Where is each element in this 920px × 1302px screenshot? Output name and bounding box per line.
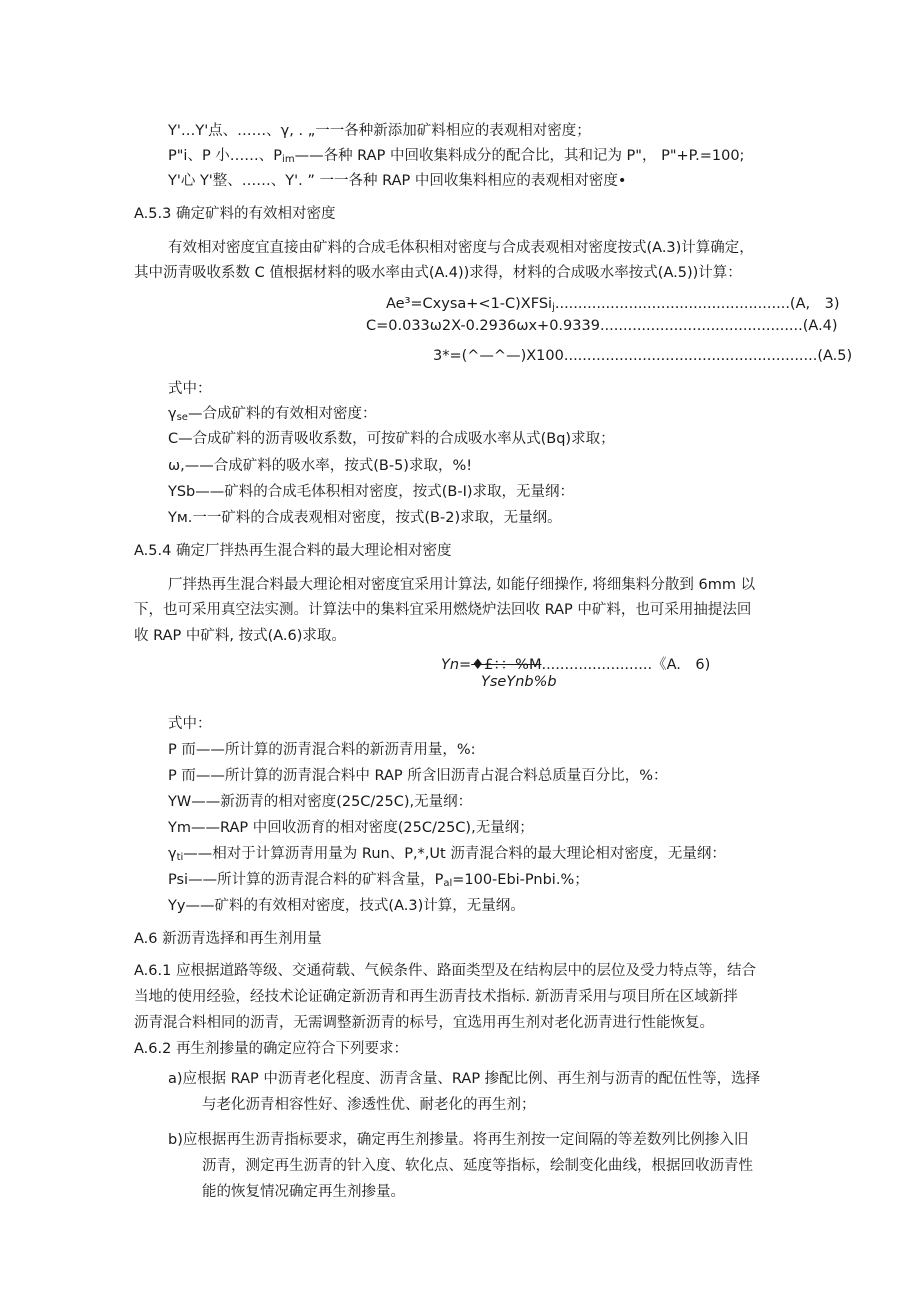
equation-a3-body: Ae³=Cxysa+<1-C)XFSi [386, 296, 553, 312]
paragraph-a54-line-1: 厂拌热再生混合料最大理论相对密度宜采用计算法, 如能仔细操作, 将细集料分散到 6mm 以 [168, 577, 756, 593]
var-def-gamma-ti [168, 844, 726, 864]
var-def-omega: ω,——合成矿料的吸水率，按式(B-5)求取，%! [168, 458, 473, 474]
symbol-def-line-3: Y'心 Y'整、……、Y'. ” 一一各种 RAP 中回收集料相应的表观相对密度• [168, 173, 627, 189]
equation-a5 [433, 346, 852, 366]
var-def-psi [168, 870, 589, 890]
var-def-p-old: P 而——所计算的沥青混合料中 RAP 所含旧沥青占混合料总质量百分比，%： [168, 768, 668, 784]
var-gamma-ti-b: ——相对于计算沥青用量为 Run、P,*,Ut 沥青混合料的最大理论相对密度，无量纲： [183, 846, 726, 862]
clause-a61-line-3: 沥青混合料相同的沥青，无需调整新沥青的标号，宜选用再生剂对老化沥青进行性能恢复。 [134, 1015, 714, 1031]
list-item-b-line-2: 沥青，测定再生沥青的针入度、软化点、延度等指标，绘制变化曲线，根据回收沥青性 [202, 1158, 753, 1174]
var-gamma-ti-sub: ti [176, 852, 184, 863]
equation-a6-lhs: Yn= [441, 657, 472, 673]
equation-a3-dots: ...................................................(A, 3) [554, 296, 840, 312]
var-def-yw: YW——新沥青的相对密度(25C/25C),无量纲： [168, 794, 473, 810]
equation-a6-dots: ........................《A. 6) [541, 657, 711, 673]
where-label-1: 式中： [168, 381, 212, 397]
paragraph-a54-line-2: 下，也可采用真空法实测。计算法中的集料宜采用燃烧炉法回收 RAP 中矿料，也可采用抽提法回 [134, 602, 752, 618]
var-def-ym: Yм.一一矿料的合成表观相对密度，按式(B-2)求取，无量纲。 [168, 510, 562, 526]
var-gamma-se-a: γ [168, 406, 177, 422]
var-gamma-se-b: —合成矿料的有效相对密度： [187, 406, 377, 422]
paragraph-a53-line-1: 有效相对密度宜直接由矿料的合成毛体积相对密度与合成表观相对密度按式(A.3)计算确定， [168, 240, 754, 256]
clause-a61-line-2: 当地的使用经验，经技术论证确定新沥青和再生沥青技术指标. 新沥青采用与项目所在区域新拌 [134, 989, 738, 1005]
var-gamma-ti-a: γ [168, 846, 177, 862]
clause-a61-line-1: A.6.1 应根据道路等级、交通荷载、气候条件、路面类型及在结构层中的层位及受力特点等，结合 [134, 963, 756, 979]
section-heading-a54: A.5.4 确定厂拌热再生混合料的最大理论相对密度 [134, 543, 452, 559]
equation-a4 [366, 316, 838, 336]
symbol-def-2-b: ——各种 RAP 中回收集料成分的配合比，其和记为 P"， P"+P.=100; [294, 148, 745, 164]
var-def-ysb: YSb——矿料的合成毛体积相对密度，按式(B-I)求取，无量纲： [168, 484, 575, 500]
symbol-def-2-a: P"i、P 小……、P [168, 148, 283, 164]
var-def-yy: Yy——矿料的有效相对密度，技式(A.3)计算，无量纲。 [168, 898, 525, 914]
var-def-c: C—合成矿料的沥青吸收系数，可按矿料的合成吸水率从式(Bq)求取； [168, 431, 615, 447]
where-label-2: 式中： [168, 716, 212, 732]
paragraph-a54-line-3: 收 RAP 中矿料, 按式(A.6)求取。 [134, 628, 346, 644]
symbol-def-line-1: Y'…Y'点、……、γ, . „一一各种新添加矿料相应的表观相对密度； [168, 123, 591, 139]
symbol-def-line-2 [168, 146, 744, 166]
var-def-p-new: P 而——所计算的沥青混合料的新沥青用量，%: [168, 742, 476, 758]
equation-a4-body: C=0.033ω2X-0.2936ωx+0.9339 [366, 318, 600, 334]
symbol-def-2-sub: im [282, 154, 295, 165]
var-gamma-se-sub: se [176, 412, 188, 423]
equation-a3-sub: j [552, 302, 555, 313]
equation-a5-body: 3*=(^—^—)X100 [433, 348, 564, 364]
clause-a62: A.6.2 再生剂掺量的确定应符合下列要求： [134, 1041, 408, 1057]
paragraph-a53-line-2: 其中沥青吸收系数 C 值根据材料的吸水率由式(A.4))求得，材料的合成吸水率按式(A.5))计算： [134, 265, 742, 281]
list-item-b-line-3: 能的恢复情况确定再生剂掺量。 [202, 1184, 405, 1200]
list-item-a-line-2: 与老化沥青相容性好、渗透性优、耐老化的再生剂； [202, 1097, 536, 1113]
equation-a5-dots: .......................................................(A.5) [563, 348, 853, 364]
section-heading-a53: A.5.3 确定矿料的有效相对密度 [134, 206, 336, 222]
var-psi-b: =100-Ebi-Pnbi.%； [452, 872, 589, 888]
list-item-b-line-1: b)应根据再生沥青指标要求，确定再生剂掺量。将再生剂按一定间隔的等差数列比例掺入旧 [168, 1132, 749, 1148]
equation-a4-dots: ............................................(A.4) [599, 318, 838, 334]
var-psi-a: Psi——所计算的沥青混合料的矿料含量，P [168, 872, 444, 888]
var-def-gamma-se [168, 404, 376, 424]
equation-a6-denominator: YseYnb%b [481, 674, 557, 690]
equation-a3 [386, 294, 840, 314]
var-psi-sub: al [443, 878, 453, 889]
var-def-ym-rap: Ym——RAP 中回收沥育的相对密度(25C/25C),无量纲； [168, 820, 534, 836]
equation-a6-numerator: ♦£：：%M [471, 657, 542, 673]
section-heading-a6: A.6 新沥青选择和再生剂用量 [134, 931, 322, 947]
list-item-a-line-1: a)应根据 RAP 中沥青老化程度、沥青含量、RAP 掺配比例、再生剂与沥青的配伍性等，选择 [168, 1071, 761, 1087]
